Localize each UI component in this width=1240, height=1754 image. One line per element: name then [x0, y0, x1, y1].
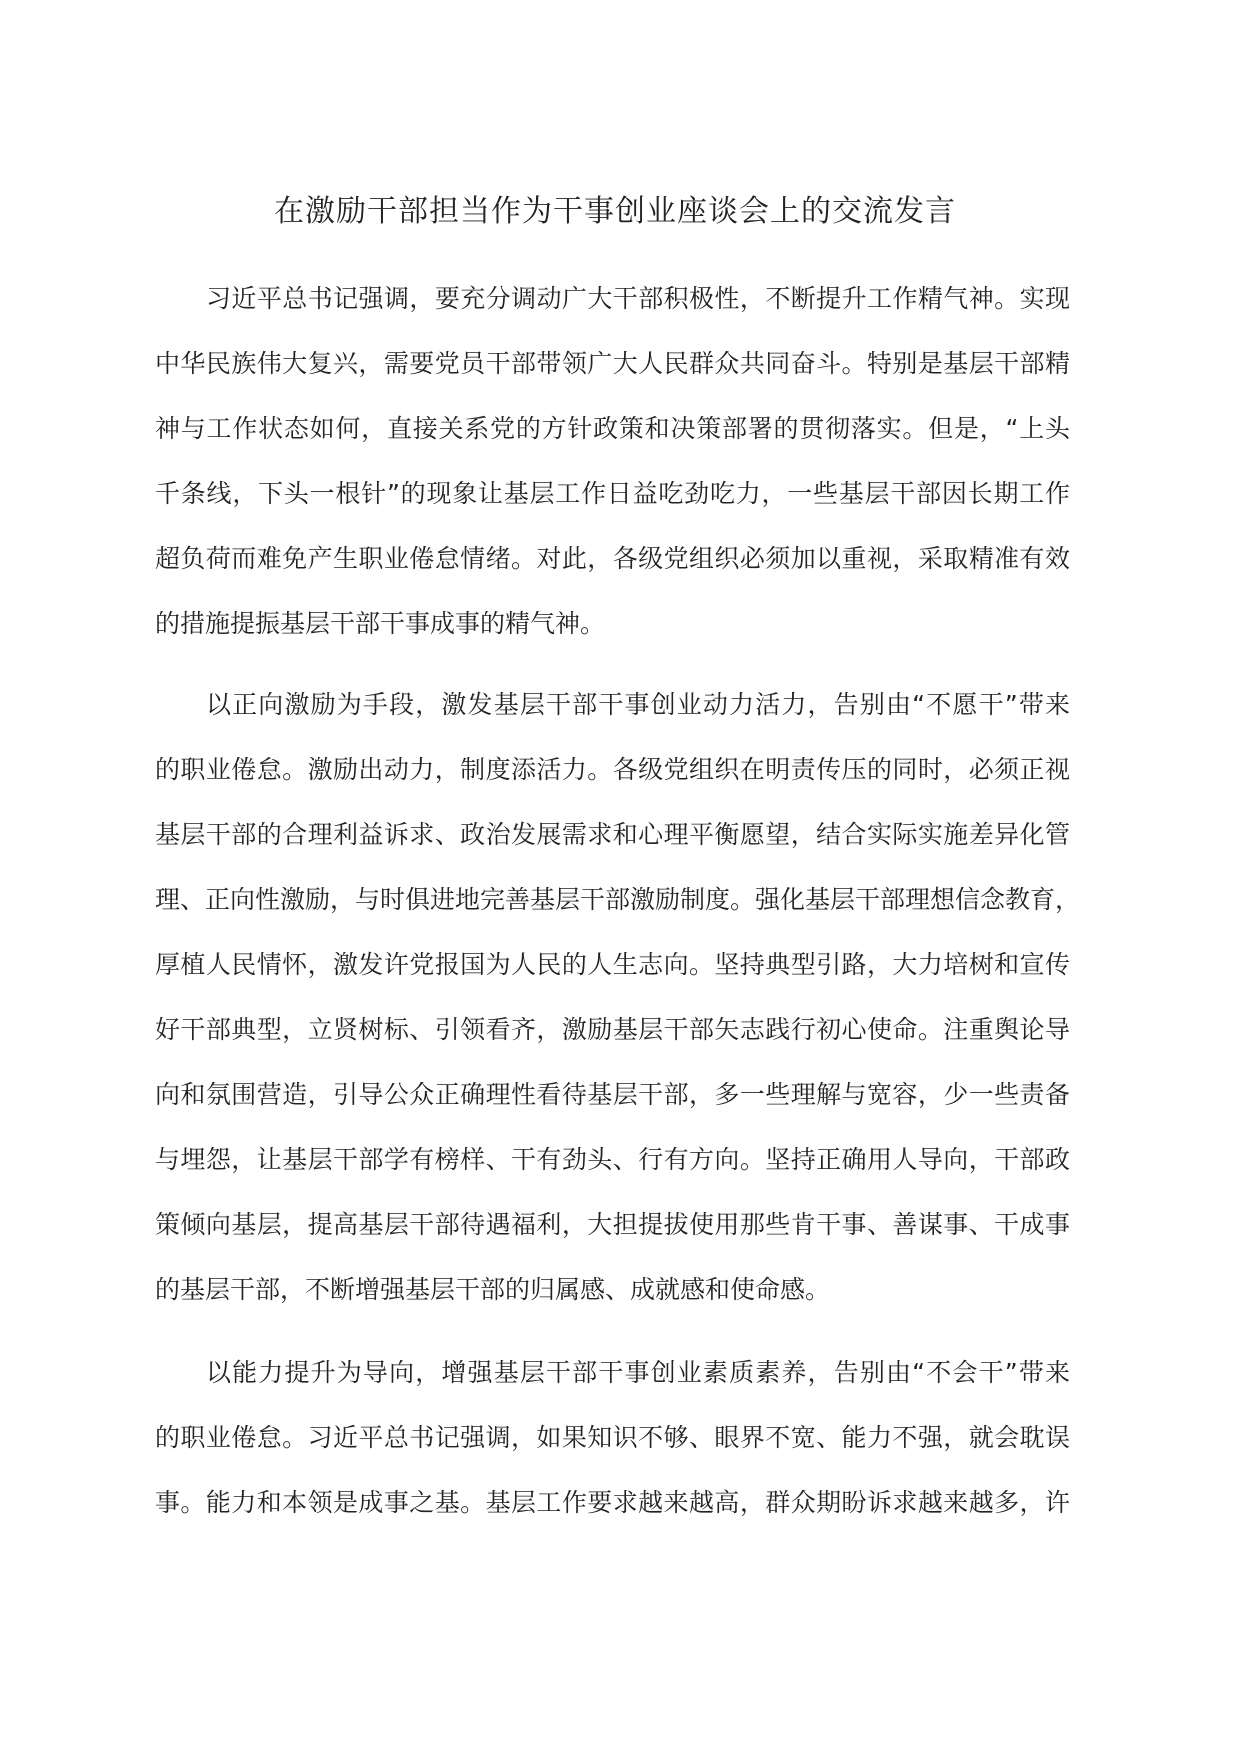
- paragraph-line: 事。能力和本领是成事之基。基层工作要求越来越高，群众期盼诉求越来越多，许: [155, 1488, 1070, 1517]
- paragraph-line: 策倾向基层，提高基层干部待遇福利，大担提拔使用那些肯干事、善谋事、干成事: [155, 1210, 1070, 1239]
- paragraph-line: 中华民族伟大复兴，需要党员干部带领广大人民群众共同奋斗。特别是基层干部精: [155, 349, 1070, 378]
- paragraph-line: 理、正向性激励，与时俱进地完善基层干部激励制度。强化基层干部理想信念教育，: [155, 885, 1081, 914]
- paragraph-line: 超负荷而难免产生职业倦怠情绪。对此，各级党组织必须加以重视，采取精准有效: [155, 544, 1070, 573]
- paragraph-3: [155, 1340, 1070, 1535]
- paragraph-line: 以正向激励为手段，激发基层干部干事创业动力活力，告别由“不愿干”带来: [206, 690, 1070, 719]
- paragraph-line: 基层干部的合理利益诉求、政治发展需求和心理平衡愿望，结合实际实施差异化管: [155, 820, 1070, 849]
- paragraph-line: 神与工作状态如何，直接关系党的方针政策和决策部署的贯彻落实。但是，“上头: [155, 414, 1070, 443]
- paragraph-line: 的措施提振基层干部干事成事的精气神。: [155, 609, 606, 638]
- document-title: 在激励干部担当作为干事创业座谈会上的交流发言: [274, 194, 956, 229]
- paragraph-line: 好干部典型，立贤树标、引领看齐，激励基层干部矢志践行初心使命。注重舆论导: [155, 1015, 1070, 1044]
- paragraph-line: 千条线，下头一根针”的现象让基层工作日益吃劲吃力，一些基层干部因长期工作: [155, 479, 1070, 508]
- paragraph-line: 习近平总书记强调，要充分调动广大干部积极性，不断提升工作精气神。实现: [206, 284, 1070, 313]
- paragraph-line: 的基层干部，不断增强基层干部的归属感、成就感和使命感。: [155, 1275, 831, 1304]
- paragraph-line: 以能力提升为导向，增强基层干部干事创业素质素养，告别由“不会干”带来: [206, 1358, 1070, 1387]
- paragraph-1: [155, 266, 1070, 656]
- paragraph-line: 向和氛围营造，引导公众正确理性看待基层干部，多一些理解与宽容，少一些责备: [155, 1080, 1070, 1109]
- paragraph-line: 厚植人民情怀，激发许党报国为人民的人生志向。坚持典型引路，大力培树和宣传: [155, 950, 1070, 979]
- paragraph-line: 与埋怨，让基层干部学有榜样、干有劲头、行有方向。坚持正确用人导向，干部政: [155, 1145, 1070, 1174]
- paragraph-line: 的职业倦怠。习近平总书记强调，如果知识不够、眼界不宽、能力不强，就会耽误: [155, 1423, 1070, 1452]
- paragraph-2: [155, 672, 1081, 1322]
- paragraph-line: 的职业倦怠。激励出动力，制度添活力。各级党组织在明责传压的同时，必须正视: [155, 755, 1070, 784]
